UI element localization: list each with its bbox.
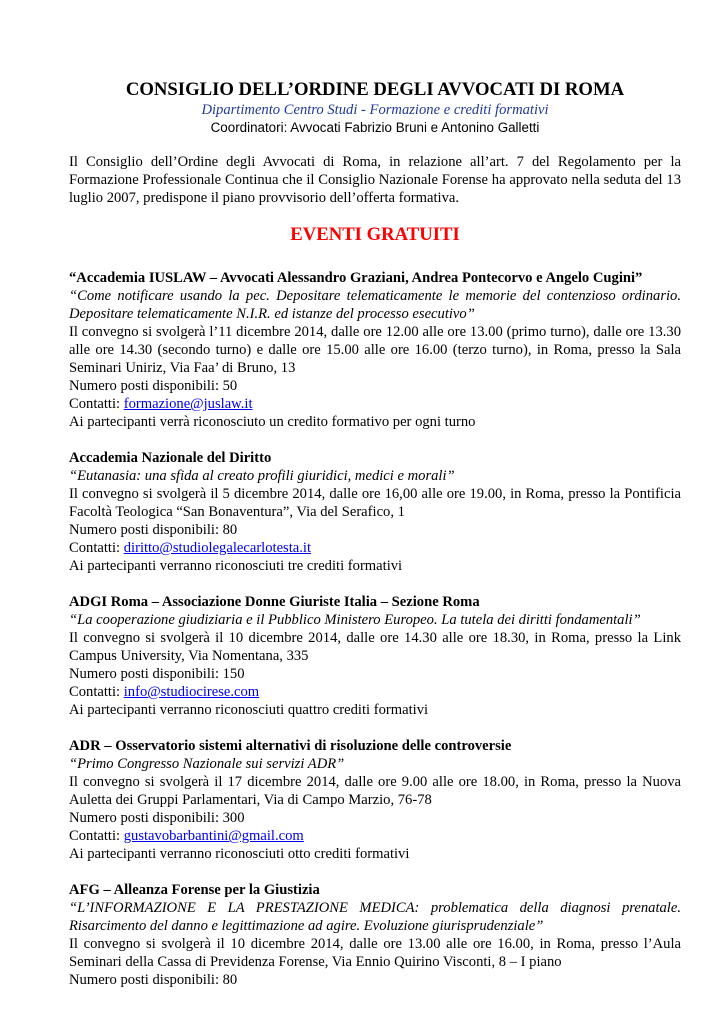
contact-label: Contatti: — [69, 684, 124, 700]
contact-email-link[interactable]: formazione@juslaw.it — [123, 396, 253, 412]
event-seats: Numero posti disponibili: 150 — [69, 666, 245, 682]
contact-label: Contatti: — [69, 396, 124, 412]
page-title: CONSIGLIO DELL’ORDINE DEGLI AVVOCATI DI ROMA — [125, 79, 625, 100]
event-seats: Numero posti disponibili: 80 — [69, 972, 238, 988]
contact-email-link[interactable]: info@studiocirese.com — [123, 684, 260, 700]
event-item — [69, 593, 681, 719]
event-title: “Eutanasia: una sfida al creato profili giuridici, medici e morali” — [69, 468, 455, 484]
event-seats: Numero posti disponibili: 50 — [69, 378, 238, 394]
event-item — [69, 737, 681, 863]
contact-email-link[interactable]: gustavobarbantini@gmail.com — [123, 828, 304, 844]
department-subtitle: Dipartimento Centro Studi - Formazione e crediti formativi — [201, 102, 549, 118]
event-contact — [69, 539, 681, 557]
intro-paragraph: Il Consiglio dell’Ordine degli Avvocati di Roma, in relazione all’art. 7 del Regolamento per la Formazione Professionale Continua che il Consiglio Nazionale Forense ha approvato nella seduta del 13 luglio 2007, predispone il piano provvisorio dell’offerta formativa. — [69, 154, 681, 206]
events-list — [69, 269, 681, 989]
event-credits: Ai partecipanti verranno riconosciuti otto crediti formativi — [69, 846, 410, 862]
event-contact — [69, 395, 681, 413]
event-organizer: Accademia Nazionale del Diritto — [69, 450, 272, 466]
event-title: “L’INFORMAZIONE E LA PRESTAZIONE MEDICA: problematica della diagnosi prenatale. Risarcimento del danno e legittimazione ad agire. Evoluzione giurisprudenziale” — [69, 900, 681, 934]
event-description: Il convegno si svolgerà il 5 dicembre 2014, dalle ore 16,00 alle ore 19.00, in Roma, presso la Pontificia Facoltà Teologica “San Bonaventura”, Via del Serafico, 1 — [69, 486, 681, 520]
event-item — [69, 449, 681, 575]
event-credits: Ai partecipanti verrà riconosciuto un credito formativo per ogni turno — [69, 414, 476, 430]
event-organizer: ADR – Osservatorio sistemi alternativi di risoluzione delle controversie — [69, 738, 512, 754]
coordinators-line: Coordinatori: Avvocati Fabrizio Bruni e Antonino Galletti — [210, 120, 540, 135]
contact-email-link[interactable]: diritto@studiolegalecarlotesta.it — [123, 540, 312, 556]
event-organizer: ADGI Roma – Associazione Donne Giuriste Italia – Sezione Roma — [69, 594, 480, 610]
event-seats: Numero posti disponibili: 80 — [69, 522, 238, 538]
event-credits: Ai partecipanti verranno riconosciuti quattro crediti formativi — [69, 702, 429, 718]
event-contact — [69, 683, 681, 701]
event-title: “Come notificare usando la pec. Depositare telematicamente le memorie del contenzioso ordinario. Depositare telematicamente N.I.R. ed istanze del processo esecutivo” — [69, 288, 681, 322]
event-title: “La cooperazione giudiziaria e il Pubblico Ministero Europeo. La tutela dei diritti fondamentali” — [69, 612, 641, 628]
event-item — [69, 881, 681, 989]
document-page — [69, 0, 681, 1007]
event-seats: Numero posti disponibili: 300 — [69, 810, 245, 826]
section-title: EVENTI GRATUITI — [290, 224, 460, 245]
event-description: Il convegno si svolgerà l’11 dicembre 2014, dalle ore 12.00 alle ore 13.00 (primo turno), dalle ore 13.30 alle ore 14.30 (secondo turno) e dalle ore 15.00 alle ore 16.00 (terzo turno), in Roma, presso la Sala Seminari Uniriz, Via Faa’ di Bruno, 13 — [69, 324, 681, 376]
contact-label: Contatti: — [69, 828, 124, 844]
contact-label: Contatti: — [69, 540, 124, 556]
event-description: Il convegno si svolgerà il 10 dicembre 2014, dalle ore 14.30 alle ore 18.30, in Roma, presso la Link Campus University, Via Nomentana, 335 — [69, 630, 681, 664]
event-organizer: “Accademia IUSLAW – Avvocati Alessandro Graziani, Andrea Pontecorvo e Angelo Cugini” — [69, 270, 643, 286]
event-description: Il convegno si svolgerà il 17 dicembre 2014, dalle ore 9.00 alle ore 18.00, in Roma, presso la Nuova Auletta dei Gruppi Parlamentari, Via di Campo Marzio, 76-78 — [69, 774, 681, 808]
event-credits: Ai partecipanti verranno riconosciuti tre crediti formativi — [69, 558, 403, 574]
event-contact — [69, 827, 681, 845]
event-title: “Primo Congresso Nazionale sui servizi ADR” — [69, 756, 345, 772]
event-item — [69, 269, 681, 431]
event-organizer: AFG – Alleanza Forense per la Giustizia — [69, 882, 320, 898]
event-description: Il convegno si svolgerà il 10 dicembre 2014, dalle ore 13.00 alle ore 16.00, in Roma, presso l’Aula Seminari della Cassa di Previdenza Forense, Via Ennio Quirino Visconti, 8 – I piano — [69, 936, 681, 970]
